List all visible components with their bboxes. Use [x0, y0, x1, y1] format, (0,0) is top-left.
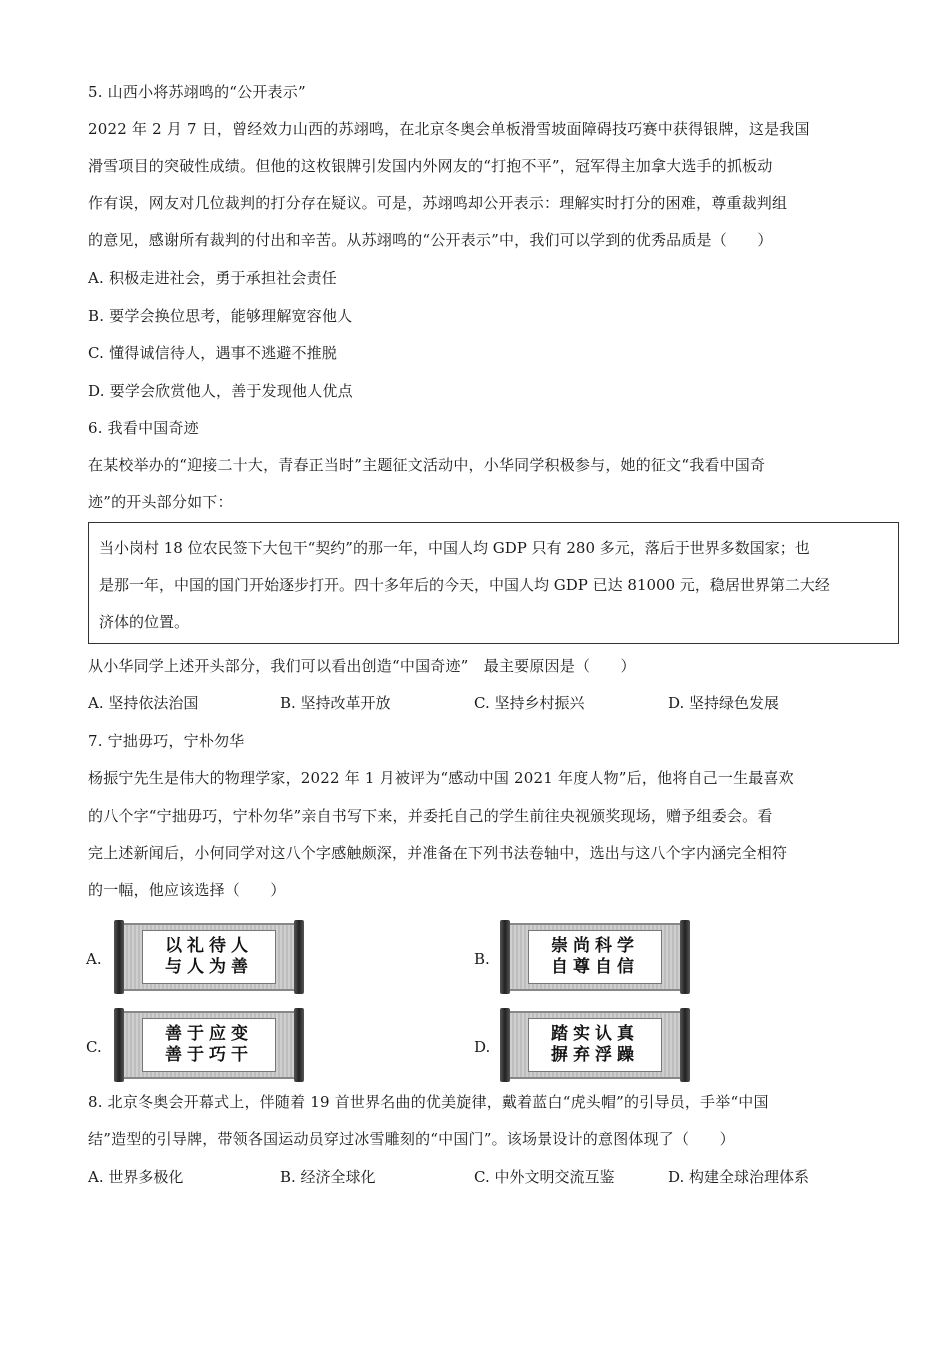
- q8-line-2: 结”造型的引导牌，带领各国运动员穿过冰雪雕刻的“中国门”。该场景设计的意图体现了（ ）: [88, 1130, 735, 1148]
- q6-excerpt-line-2: 是那一年，中国的国门开始逐步打开。四十多年后的今天，中国人均 GDP 已达 81000 元，稳居世界第二大经: [99, 576, 830, 594]
- q7-option-c-label: C.: [86, 1038, 102, 1056]
- q7-scroll-a: [114, 920, 304, 994]
- q7-scroll-d-line-2: 摒弃浮躁: [551, 1045, 639, 1065]
- q6-option-c: C. 坚持乡村振兴: [474, 694, 585, 712]
- q7-scroll-a-line-1: 以礼待人: [165, 936, 253, 956]
- q5-option-c: C. 懂得诚信待人，遇事不逃避不推脱: [88, 344, 338, 362]
- q5-line-3: 作有误，网友对几位裁判的打分存在疑议。可是，苏翊鸣却公开表示：理解实时打分的困难，尊重裁判组: [88, 194, 788, 212]
- q6-excerpt-line-1: 当小岗村 18 位农民签下大包干“契约”的那一年，中国人均 GDP 只有 280 多元，落后于世界多数国家；也: [99, 539, 810, 557]
- q7-scroll-b-line-2: 自尊自信: [551, 957, 639, 977]
- q7-scroll-b-line-1: 崇尚科学: [551, 936, 639, 956]
- q7-scroll-a-line-2: 与人为善: [165, 957, 253, 977]
- q7-title: 7. 宁拙毋巧，宁朴勿华: [88, 732, 245, 750]
- q7-scroll-b: [500, 920, 690, 994]
- q5-title: 5. 山西小将苏翊鸣的“公开表示”: [88, 83, 306, 101]
- q6-line-1: 在某校举办的“迎接二十大，青春正当时”主题征文活动中，小华同学积极参与，她的征文“我看中国奇: [88, 456, 766, 474]
- q7-line-3: 完上述新闻后，小何同学对这八个字感触颇深，并准备在下列书法卷轴中，选出与这八个字内涵完全相符: [88, 844, 788, 862]
- q7-line-2: 的八个字“宁拙毋巧，宁朴勿华”亲自书写下来，并委托自己的学生前往央视颁奖现场，赠予组委会。看: [88, 807, 773, 825]
- q6-option-d: D. 坚持绿色发展: [668, 694, 780, 712]
- q6-line-2: 迹”的开头部分如下：: [88, 493, 233, 511]
- q7-line-1: 杨振宁先生是伟大的物理学家，2022 年 1 月被评为“感动中国 2021 年度人物”后，他将自己一生最喜欢: [88, 769, 794, 787]
- q8-option-d: D. 构建全球治理体系: [668, 1168, 810, 1186]
- q7-line-4: 的一幅，他应该选择（ ）: [88, 881, 286, 899]
- q5-option-a: A. 积极走进社会，勇于承担社会责任: [88, 269, 337, 287]
- q6-excerpt-box: [88, 522, 899, 644]
- q8-line-1: 8. 北京冬奥会开幕式上，伴随着 19 首世界名曲的优美旋律，戴着蓝白“虎头帽”的引导员，手举“中国: [88, 1093, 769, 1111]
- q5-line-1: 2022 年 2 月 7 日，曾经效力山西的苏翊鸣，在北京冬奥会单板滑雪坡面障碍技巧赛中获得银牌，这是我国: [88, 120, 810, 138]
- q5-option-b: B. 要学会换位思考，能够理解宽容他人: [88, 307, 353, 325]
- q7-option-d-label: D.: [474, 1038, 491, 1056]
- q6-option-a: A. 坚持依法治国: [88, 694, 199, 712]
- q7-option-a-label: A.: [86, 950, 102, 968]
- q8-option-b: B. 经济全球化: [280, 1168, 376, 1186]
- q7-scroll-d-line-1: 踏实认真: [551, 1024, 639, 1044]
- q8-option-a: A. 世界多极化: [88, 1168, 184, 1186]
- q5-line-4: 的意见，感谢所有裁判的付出和辛苦。从苏翊鸣的“公开表示”中，我们可以学到的优秀品质是（ ）: [88, 231, 773, 249]
- q6-question: 从小华同学上述开头部分，我们可以看出创造“中国奇迹” 最主要原因是（ ）: [88, 657, 636, 675]
- q5-line-2: 滑雪项目的突破性成绩。但他的这枚银牌引发国内外网友的“打抱不平”，冠军得主加拿大选手的抓板动: [88, 157, 773, 175]
- q6-option-b: B. 坚持改革开放: [280, 694, 391, 712]
- q7-option-b-label: B.: [474, 950, 490, 968]
- q7-scroll-d: [500, 1008, 690, 1082]
- q6-title: 6. 我看中国奇迹: [88, 419, 199, 437]
- q6-excerpt-line-3: 济体的位置。: [99, 613, 190, 631]
- q7-scroll-c-line-2: 善于巧干: [165, 1045, 253, 1065]
- q8-option-c: C. 中外文明交流互鉴: [474, 1168, 615, 1186]
- q7-scroll-c-line-1: 善于应变: [165, 1024, 253, 1044]
- q7-scroll-c: [114, 1008, 304, 1082]
- q5-option-d: D. 要学会欣赏他人，善于发现他人优点: [88, 382, 353, 400]
